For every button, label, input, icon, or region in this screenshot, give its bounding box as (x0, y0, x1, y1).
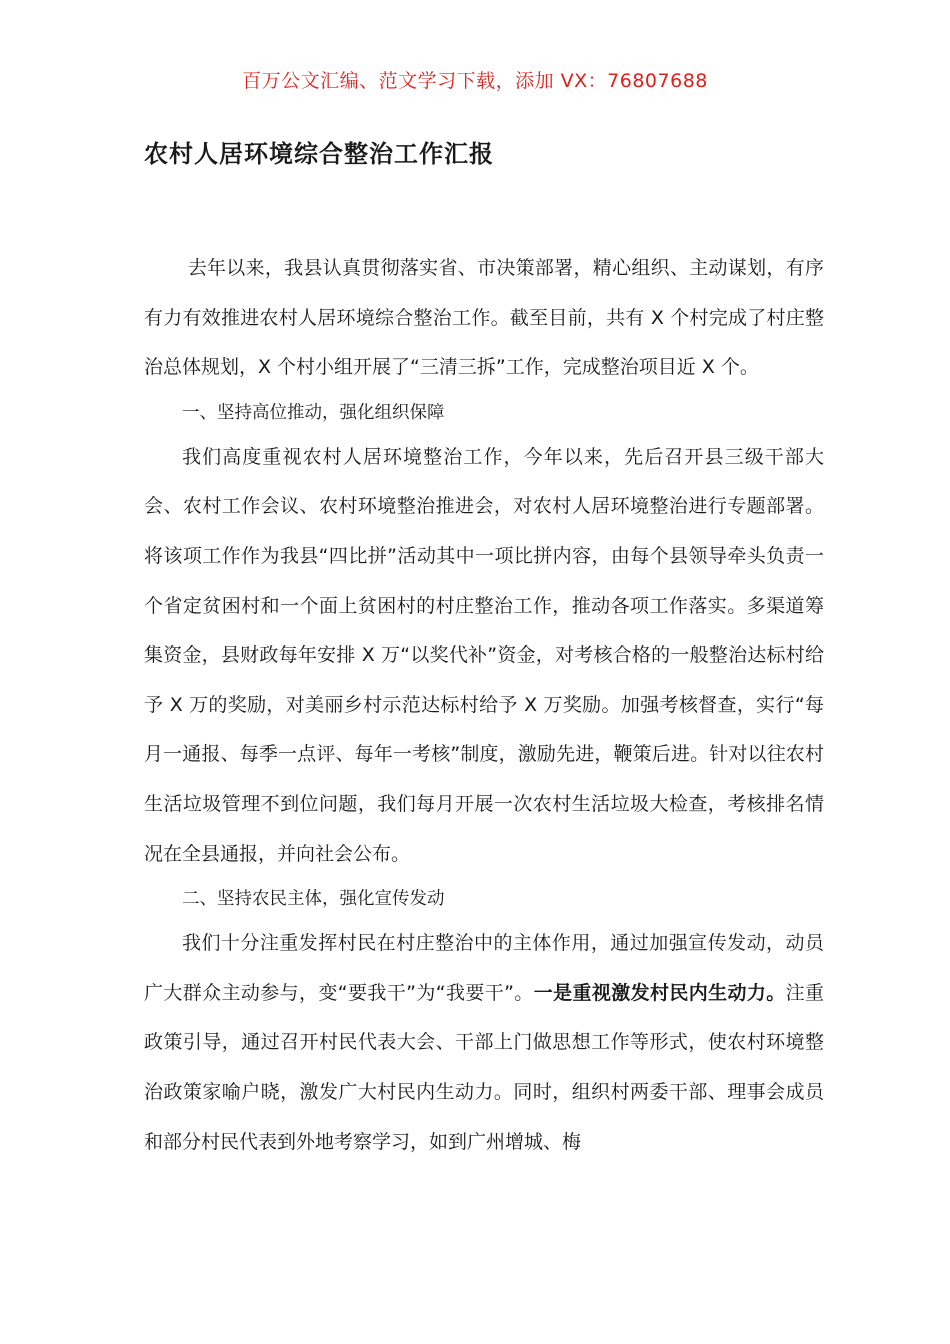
section-paragraph-1: 我们高度重视农村人居环境整治工作，今年以来，先后召开县三级干部大会、农村工作会议、农村环境整治推进会，对农村人居环境整治进行专题部署。将该项工作作为我县“四比拼”活动其中一项比拼内容，由每个县领导牵头负责一个省定贫困村和一个面上贫困村的村庄整治工作，推动各项工作落实。多渠道筹集资金，县财政每年安排 X 万“以奖代补”资金，对考核合格的一般整治达标村给予 X 万的奖励，对美丽乡村示范达标村给予 X 万奖励。加强考核督查，实行“每月一通报、每季一点评、每年一考核”制度，激励先进，鞭策后进。针对以往农村生活垃圾管理不到位问题，我们每月开展一次农村生活垃圾大检查，考核排名情况在全县通报，并向社会公布。 (144, 445, 824, 865)
section-2-bold-lead: 一是重视激发村民内生动力。 (533, 981, 786, 1004)
section-paragraph-2 (144, 919, 824, 1167)
section-heading-2: 二、坚持农民主体，强化宣传发动 (182, 889, 445, 910)
section-heading-1: 一、坚持高位推动，强化组织保障 (182, 402, 445, 423)
intro-paragraph: 去年以来，我县认真贯彻落实省、市决策部署，精心组织、主动谋划，有序有力有效推进农村人居环境综合整治工作。截至目前，共有 X 个村完成了村庄整治总体规划，X 个村小组开展了“三清三拆”工作，完成整治项目近 X 个。 (144, 257, 824, 379)
document-body (144, 244, 824, 1167)
page-title: 农村人居环境综合整治工作汇报 (144, 139, 494, 168)
section-2-text-start: 我们十分注重发挥村民在村庄整治中的主体作用，通过加强宣传发动，动员广大群众主动参与，变“要我干”为“我要干”。 (144, 932, 824, 1004)
watermark-banner: 百万公文汇编、范文学习下载，添加 VX：76807688 (242, 70, 708, 92)
section-2-text-end: 注重政策引导，通过召开村民代表大会、干部上门做思想工作等形式，使农村环境整治政策家喻户晓，激发广大村民内生动力。同时，组织村两委干部、理事会成员和部分村民代表到外地考察学习，如到广州增城、梅 (144, 981, 824, 1153)
